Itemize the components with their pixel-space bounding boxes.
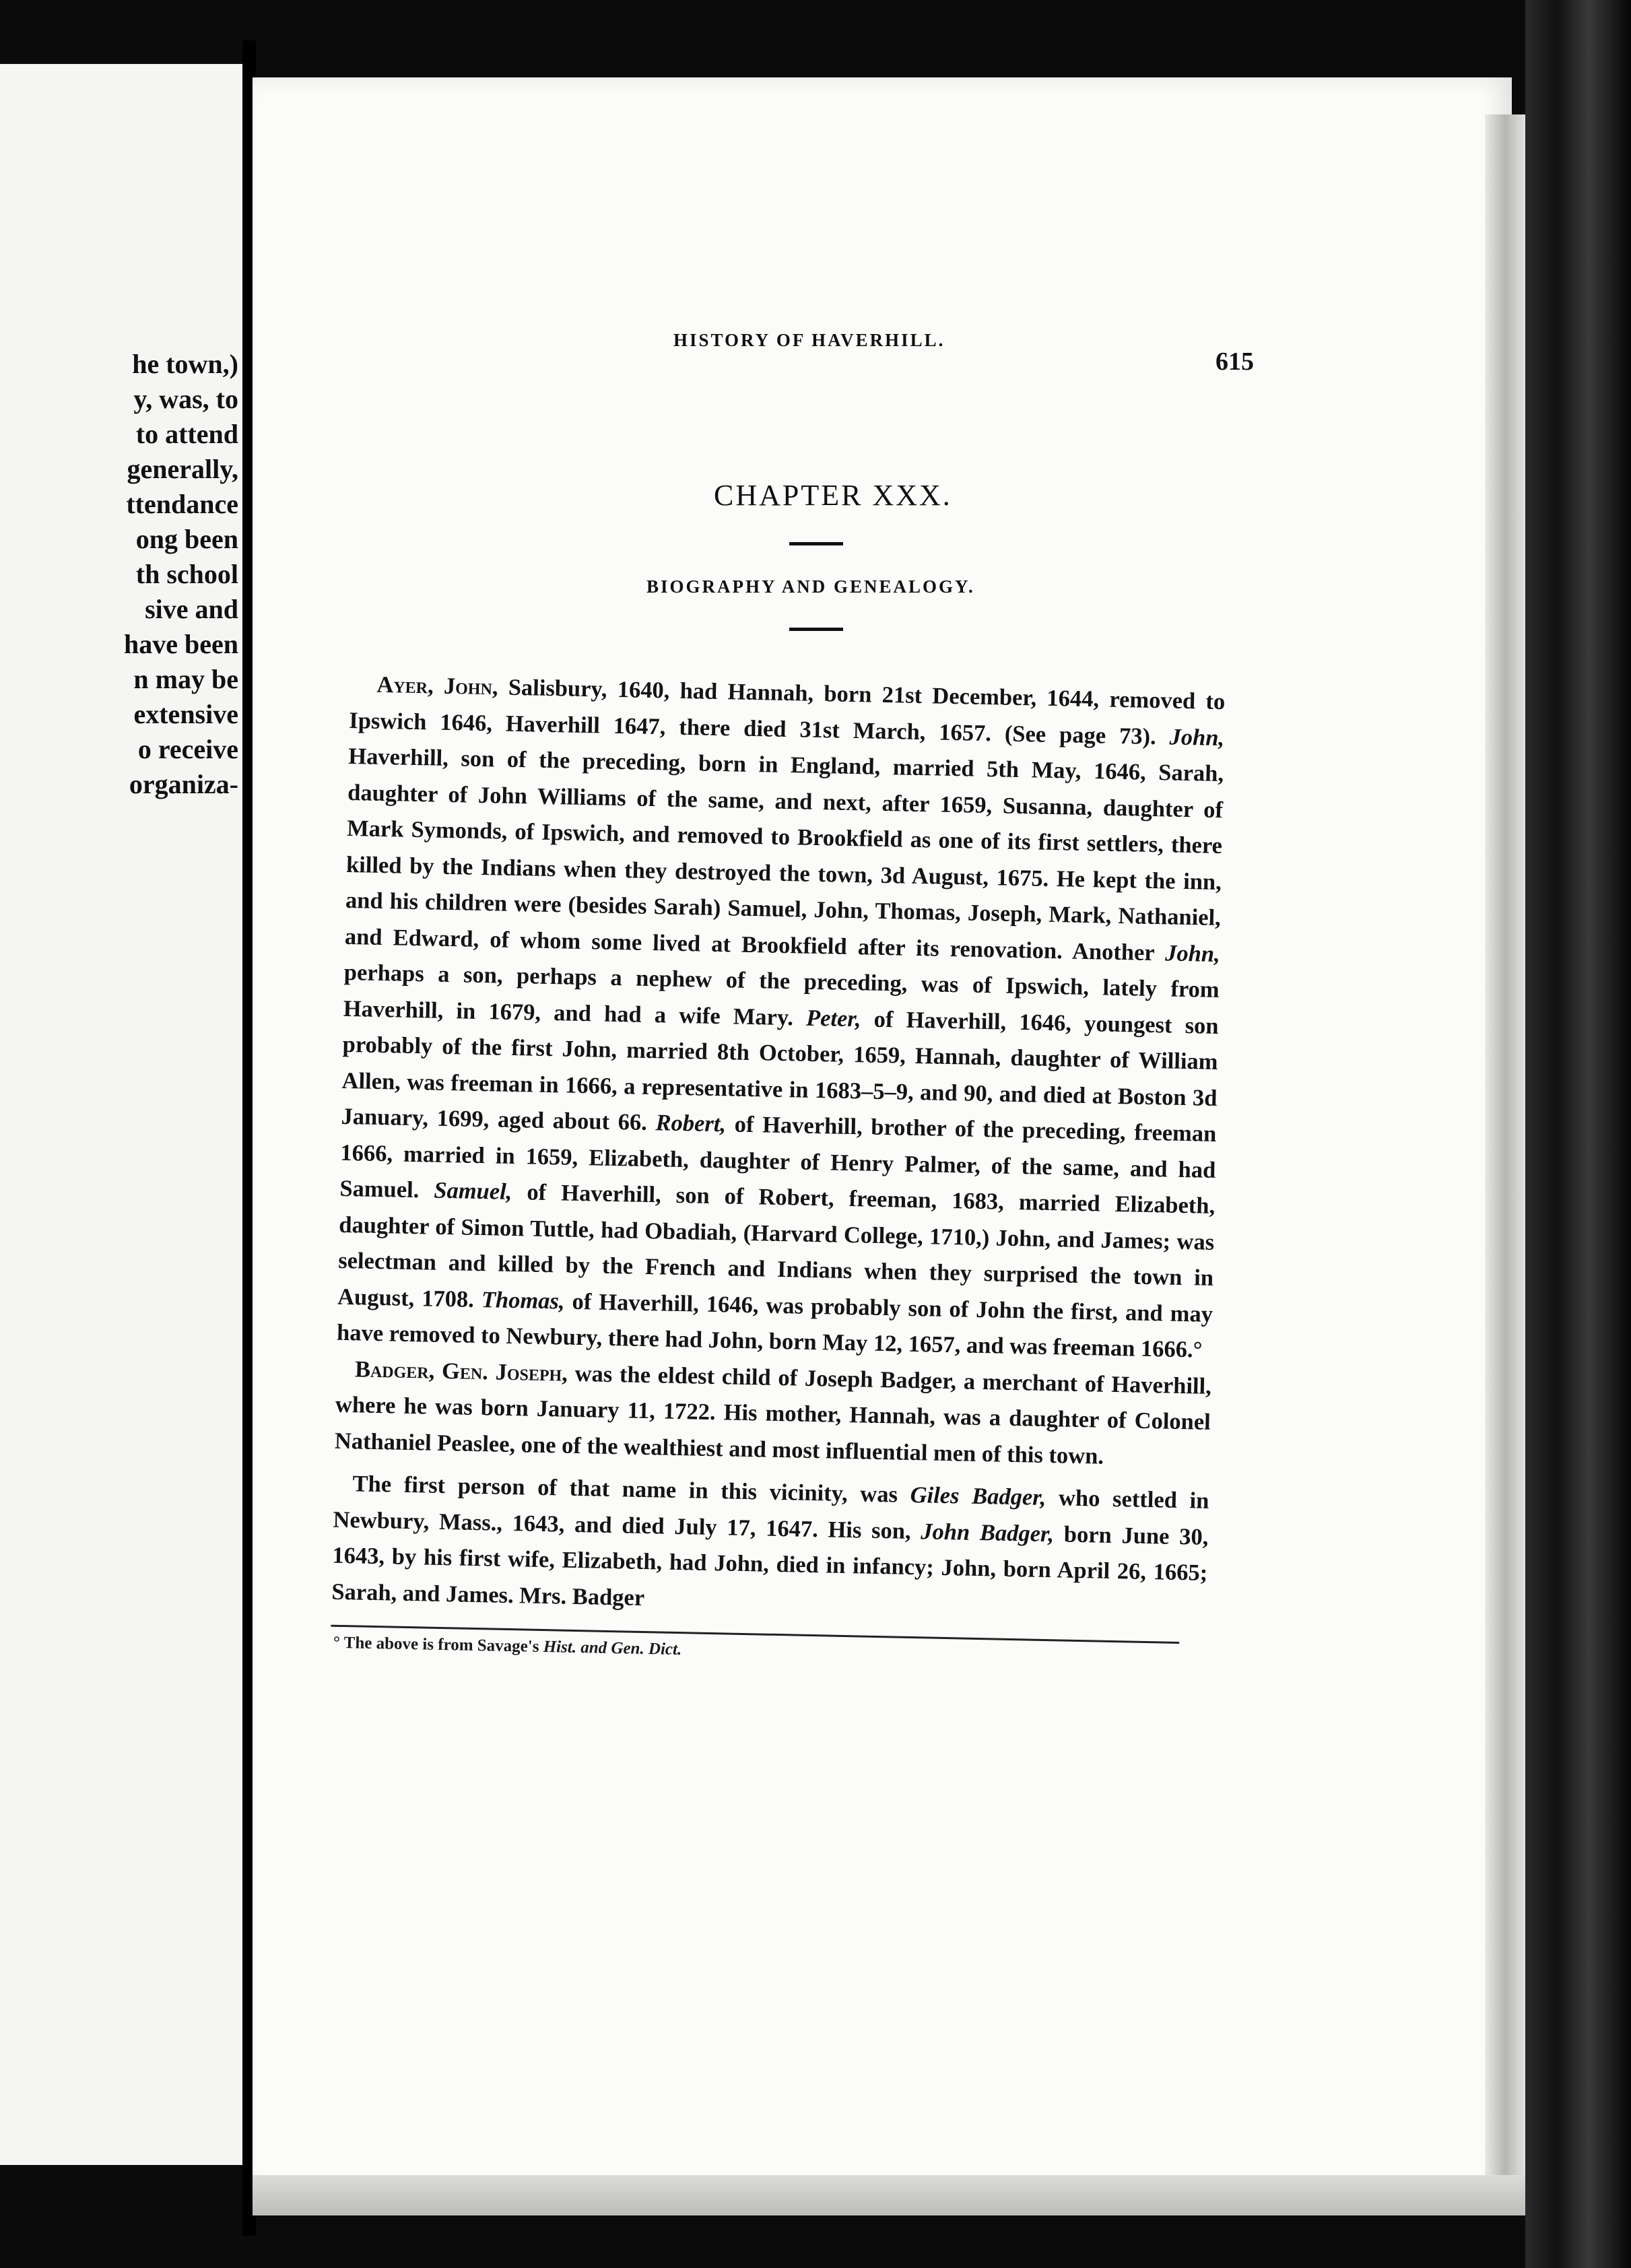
facing-line: generally, — [127, 454, 238, 484]
facing-line: he town,) — [132, 349, 238, 379]
person-name: John, — [1164, 939, 1221, 967]
text-run: was the eldest child of Joseph Badger, a merchant of Haverhill, where he was born January 11, 1722. His mother, Hannah, was a daughter of Colonel Nathaniel Peaslee, one of the wealthiest and most influential men of this town. — [334, 1360, 1212, 1469]
text-run: The first person of that name in this vicinity, was — [352, 1471, 911, 1508]
paragraph-ayer — [337, 667, 1226, 1368]
facing-page-text — [9, 347, 238, 802]
facing-line: organiza- — [129, 769, 238, 799]
person-name: John Badger, — [920, 1518, 1055, 1547]
facing-line: to attend — [135, 419, 238, 449]
person-name: Peter, — [805, 1005, 861, 1032]
footnote-text: ° The above is from Savage's — [333, 1633, 543, 1657]
facing-line: have been — [124, 629, 238, 659]
page-edge — [1485, 114, 1525, 2215]
facing-line: th school — [135, 559, 238, 589]
body-text — [331, 667, 1226, 1670]
facing-line: y, was, to — [133, 384, 238, 414]
page-bottom-edge — [253, 2175, 1525, 2215]
paragraph-badger — [334, 1351, 1211, 1477]
facing-line: o receive — [137, 734, 238, 764]
text-run: of Haverhill, 1646, was probably son of John the first, and may have removed to Newbury, there had John, born May 12, 1657, and was freeman 1666.° — [336, 1288, 1213, 1363]
paragraph-badger-family — [331, 1466, 1209, 1628]
person-name: Thomas, — [481, 1286, 565, 1314]
text-run: of Haverhill, brother of the preceding, freeman 1666, married in 1659, Elizabeth, daughter of Henry Palmer, of the same, and had Samuel. — [339, 1111, 1217, 1203]
text-run: of Haverhill, 1646, youngest son probably of the first John, married 8th October, 1659, Hannah, daughter of William Allen, was freeman in 1666, a representative in 1683–5–9, and 90, and died at Boston 3d January, 1699, aged about 66. — [341, 1005, 1219, 1136]
person-name: John, — [1169, 723, 1225, 751]
facing-line: ong been — [135, 524, 238, 554]
facing-line: extensive — [133, 699, 238, 729]
facing-page — [0, 64, 244, 2165]
facing-line: sive and — [145, 594, 238, 624]
person-name: Samuel, — [434, 1177, 512, 1205]
footnote-source-title: Hist. and Gen. Dict. — [543, 1638, 682, 1659]
person-name: Giles Badger, — [910, 1481, 1046, 1510]
title-rule-top — [789, 542, 843, 545]
running-head: HISTORY OF HAVERHILL. — [673, 330, 945, 350]
page-number: 615 — [1216, 347, 1254, 376]
chapter-title: CHAPTER XXX. — [714, 479, 952, 512]
text-run: perhaps a son, perhaps a nephew of the preceding, was of Ipswich, lately from Haverhill, in 1679, and had a wife Mary. — [343, 959, 1220, 1031]
title-rule-bottom — [789, 628, 843, 631]
entry-surname: Badger, Gen. Joseph, — [354, 1356, 568, 1387]
book-binding — [1525, 0, 1631, 2268]
chapter-subtitle: BIOGRAPHY AND GENEALOGY. — [646, 576, 975, 597]
facing-line: ttendance — [126, 489, 238, 519]
text-run: born June 30, 1643, by his first wife, Elizabeth, had John, died in infancy; John, born April 26, 1665; Sarah, and James. Mrs. Badger — [331, 1521, 1209, 1611]
person-name: Robert, — [655, 1110, 727, 1137]
entry-surname: Ayer, John, — [376, 671, 498, 700]
facing-line: n may be — [133, 664, 238, 694]
text-run: who settled in Newbury, Mass., 1643, and died July 17, 1647. His son, — [333, 1484, 1209, 1544]
text-run: of Haverhill, son of Robert, freeman, 1683, married Elizabeth, daughter of Simon Tuttle, had Obadiah, (Harvard College, 1710,) John, and James; was selectman and killed by the French and Indians when they surprised the town in August, 1708. — [337, 1178, 1216, 1312]
text-run: Haverhill, son of the preceding, born in England, married 5th May, 1646, Sarah, daughter of John Williams of the same, and next, after 1659, Susanna, daughter of Mark Symonds, of Ipswich, and removed to Brookfield as one of its first settlers, there killed by the Indians when they destroyed the town, 3d August, 1675. He kept the inn, and his children were (besides Sarah) Samuel, John, Thomas, Joseph, Mark, Nathaniel, and Edward, of whom some lived at Brookfield after its renovation. Another — [344, 743, 1224, 966]
text-run: Salisbury, 1640, had Hannah, born 21st December, 1644, removed to Ipswich 1646, Haverhill 1647, there died 31st March, 1657. (See page 73). — [349, 674, 1226, 749]
